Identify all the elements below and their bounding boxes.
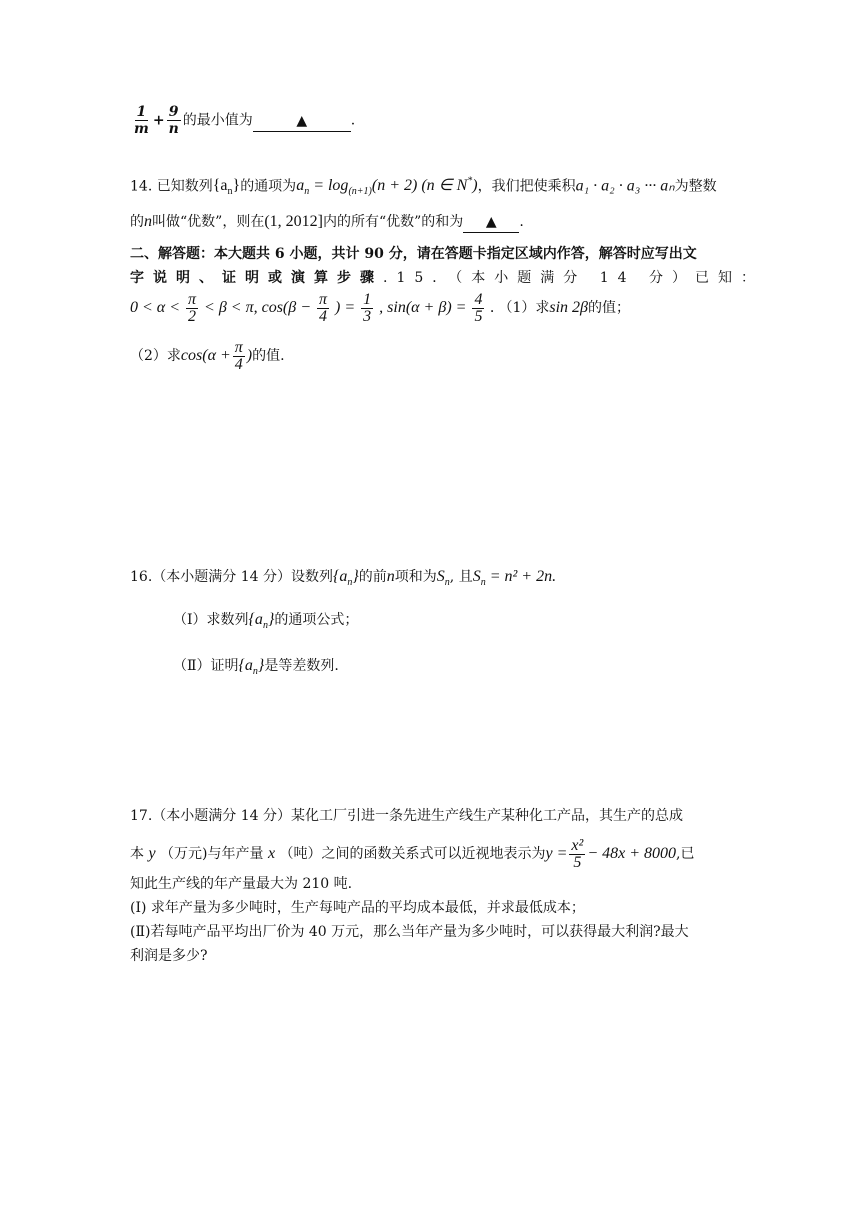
interval: (1, 2012] [264, 213, 323, 230]
fraction-9-over-n [167, 104, 181, 137]
formula-part: a [296, 177, 305, 195]
seq-close: } [257, 657, 265, 674]
cost-function [545, 837, 677, 871]
frac-numerator: 1 [136, 104, 147, 120]
seq-close: } [352, 568, 359, 585]
cond-part: , sin(α + β) = [379, 299, 467, 317]
q14-text: 内的所有“优数”的和为 [322, 214, 464, 230]
fraction-x2-over-5 [569, 838, 585, 871]
q16-line-1 [130, 567, 556, 593]
seq-sub: n [347, 577, 353, 589]
seq-open: {a [238, 657, 253, 674]
q15-part1-expr: sin 2β [549, 299, 589, 317]
plus-sign: + [152, 112, 165, 129]
q14-text: 叫做“优数”，则在 [152, 214, 265, 230]
fraction-pi-over-4 [317, 292, 329, 325]
variable-n: n [386, 568, 395, 585]
variable-y: y [148, 845, 156, 863]
variable-x: x [267, 845, 276, 863]
S-letter: S [472, 568, 481, 585]
q13-text: 的最小值为 [182, 112, 253, 129]
cond-part: < β < π, cos(β − [204, 299, 312, 317]
q15-intro: .15．（本小题满分 14 分）已知： [383, 270, 764, 286]
section-heading-line-1: 二、解答题：本大题共 6 小题，共计 90 分，请在答题卡指定区域内作答，解答时应写出文 [130, 246, 697, 262]
formula-sup: * [467, 176, 473, 187]
formula-part: − 48x + 8000 [587, 845, 677, 863]
q16-text: , 且 [449, 569, 473, 585]
sequence-notation [332, 568, 359, 589]
q17-text: （万元)与年产量 [160, 846, 264, 863]
frac-numerator: 9 [168, 104, 179, 120]
q15-part1-end: 的值； [588, 300, 631, 317]
frac-denominator: 4 [319, 308, 328, 325]
q17-text: 本 [130, 846, 144, 863]
q16-part1-end: 的通项公式； [274, 612, 359, 628]
q16-part1-label: （Ⅰ）求数列 [173, 612, 249, 628]
q15-conditions [130, 291, 498, 325]
fraction-4-over-5 [472, 292, 484, 325]
sum-formula [472, 568, 557, 589]
sequence-notation [212, 177, 241, 198]
expr-part: ) [246, 347, 253, 365]
formula-part: ) [472, 177, 478, 195]
frac-numerator: x² [571, 837, 584, 854]
q15-part1-label: （1）求 [498, 300, 550, 317]
formula-part: y = [545, 845, 568, 863]
q16-part1-line [173, 610, 358, 636]
general-term-formula [296, 176, 478, 198]
seq-open: {a [248, 611, 263, 628]
S-sub: n [480, 577, 486, 589]
S-sub: n [444, 577, 450, 589]
q15-part2-label: （2）求 [130, 348, 181, 365]
fraction-1-over-3 [361, 292, 373, 325]
seq-close: } [267, 611, 275, 628]
S-letter: S [436, 568, 445, 585]
frac-numerator: π [234, 339, 243, 356]
frac-denominator: 3 [363, 308, 372, 325]
q17-line-4: (Ⅰ) 求年产量为多少吨时，生产每吨产品的平均成本最低，并求最低成本； [130, 900, 585, 916]
product-expression: a₁ · a₂ · a₃ ··· aₙ [575, 177, 675, 195]
q17-line-3: 知此生产线的年产量最大为 210 吨. [130, 876, 353, 892]
q17-line-2 [130, 838, 694, 871]
q16-text: 的前 [358, 569, 387, 585]
formula-rest: = n² + 2n. [485, 568, 557, 585]
frac-denominator: n [168, 121, 179, 137]
fraction-1-over-m [132, 104, 151, 137]
q14-end: . [519, 214, 524, 230]
fraction-pi-over-4 [233, 340, 245, 373]
cond-part: ) = [335, 299, 356, 317]
answer-blank: ▲ [253, 111, 351, 132]
section-heading-line-2 [130, 268, 764, 288]
q14-text: 已知数列 [156, 178, 213, 195]
cond-part: 0 < α < [130, 299, 180, 317]
q17-line-1: 17.（本小题满分 14 分）某化工厂引进一条先进生产线生产某种化工产品，其生产的总成 [130, 808, 683, 824]
frac-numerator: π [319, 291, 328, 308]
q14-line-1 [130, 172, 717, 203]
seq-open: {a [212, 177, 228, 195]
seq-sub: n [262, 620, 268, 632]
q16-text: 16.（本小题满分 14 分）设数列 [130, 569, 333, 585]
q14-text: ，我们把使乘积 [477, 178, 576, 195]
answer-blank: ▲ [463, 212, 519, 233]
section-heading-text: 字说明、证明或演算步骤 [130, 270, 383, 286]
seq-sub: n [252, 666, 258, 678]
q17-text: （吨）之间的函数关系式可以近视地表示为 [279, 846, 546, 863]
frac-numerator: 1 [363, 291, 372, 308]
frac-denominator: 4 [234, 356, 243, 373]
frac-numerator: π [188, 291, 197, 308]
q13-tail-line [130, 104, 355, 137]
q16-part2-line [173, 656, 339, 682]
expr-part: cos(α + [180, 347, 231, 365]
q15-part2-end: 的值. [252, 348, 285, 365]
q16-part2-label: （Ⅱ）证明 [173, 658, 239, 674]
frac-numerator: 4 [474, 291, 483, 308]
log-base: (n+1) [348, 186, 372, 198]
sum-Sn [436, 568, 450, 589]
formula-sub: n [304, 186, 310, 198]
seq-open: {a [332, 568, 348, 585]
sequence-notation [238, 657, 265, 678]
q14-number: 14. [130, 178, 153, 195]
frac-denominator: m [134, 121, 149, 137]
frac-denominator: 2 [188, 308, 196, 325]
sequence-notation [248, 611, 275, 632]
frac-denominator: 5 [474, 308, 483, 325]
q17-line-6: 利润是多少? [130, 948, 208, 964]
q15-part2-expr [180, 339, 253, 373]
fraction-pi-over-2 [186, 292, 198, 325]
formula-part: (n + 2) (n ∈ N [371, 177, 468, 195]
q14-text: 为整数 [674, 178, 717, 195]
q16-text: 项和为 [394, 569, 437, 585]
q14-text: 的 [130, 214, 144, 230]
q15-conditions-line [130, 292, 630, 325]
frac-denominator: 5 [573, 854, 582, 871]
q14-text: 的通项为 [240, 178, 297, 195]
q14-line-2 [130, 212, 524, 233]
q13-end: . [350, 112, 356, 129]
q17-text: ,已 [676, 846, 695, 863]
seq-sub: n [227, 186, 233, 198]
cond-part: . [490, 299, 495, 317]
q15-part2-line [130, 340, 285, 373]
q16-part2-end: 是等差数列. [264, 658, 339, 674]
formula-part: = log [309, 177, 349, 195]
variable-n: n [144, 213, 152, 230]
seq-close: } [232, 177, 241, 195]
q17-line-5: (Ⅱ)若每吨产品平均出厂价为 40 万元，那么当年产量为多少吨时，可以获得最大利润?最大 [130, 924, 689, 940]
